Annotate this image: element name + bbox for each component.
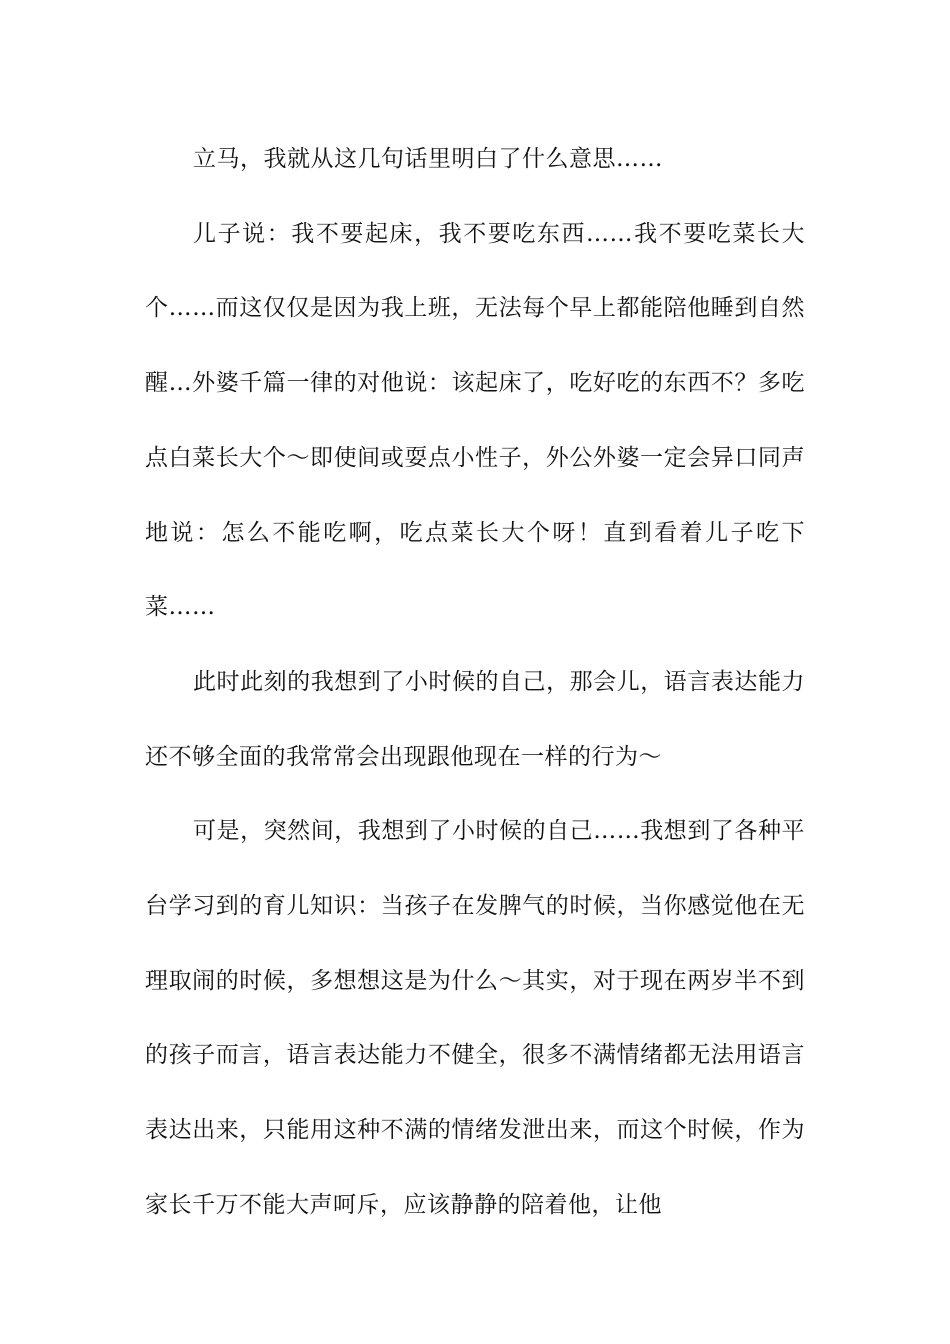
paragraph-2: 儿子说：我不要起床，我不要吃东西……我不要吃菜长大个……而这仅仅是因为我上班，无法每个早上都能陪他睡到自然醒…外婆千篇一律的对他说：该起床了，吃好吃的东西不？多吃点白菜长大个～即使间或耍点小性子，外公外婆一定会异口同声地说：怎么不能吃啊，吃点菜长大个呀！直到看着儿子吃下菜…… (145, 220, 805, 621)
paragraph-3: 此时此刻的我想到了小时候的自己，那会儿，语言表达能力还不够全面的我常常会出现跟他现在一样的行为～ (145, 668, 805, 770)
document-body (145, 122, 805, 1243)
paragraph-1: 立马，我就从这几句话里明白了什么意思…… (193, 146, 663, 172)
paragraph-4: 可是，突然间，我想到了小时候的自己……我想到了各种平台学习到的育儿知识：当孩子在发脾气的时候，当你感觉他在无理取闹的时候，多想想这是为什么～其实，对于现在两岁半不到的孩子而言，语言表达能力不健全，很多不满情绪都无法用语言表达出来，只能用这种不满的情绪发泄出来，而这个时候，作为家长千万不能大声呵斥，应该静静的陪着他，让他 (145, 818, 805, 1218)
